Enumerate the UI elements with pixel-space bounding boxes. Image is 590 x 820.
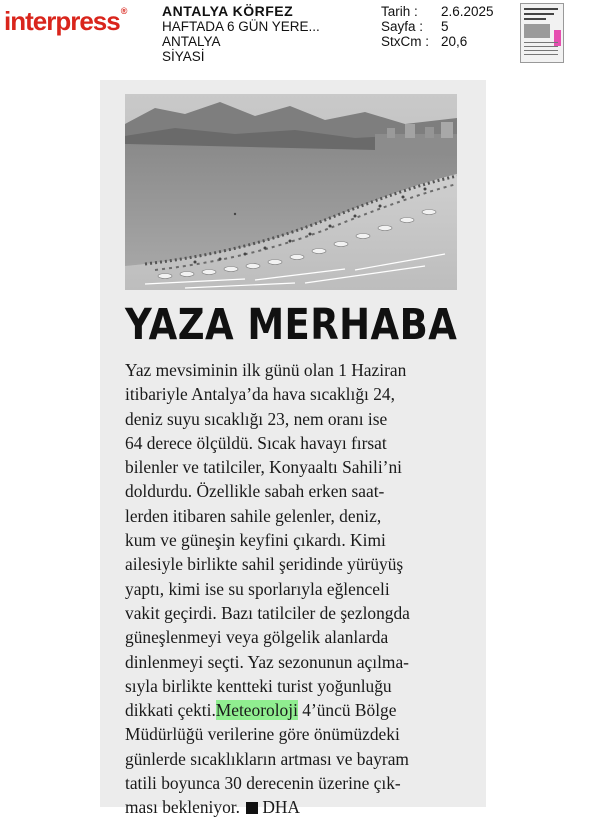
- body-line: dinlenmeyi seçti. Yaz sezonunun açılma-: [125, 651, 409, 672]
- stxcm-label: StxCm :: [381, 34, 430, 49]
- thumb-text-line: [524, 50, 558, 51]
- thumb-headline-line: [524, 13, 554, 15]
- newspaper-clip: [100, 80, 486, 818]
- thumb-headline-line: [524, 18, 546, 20]
- end-square-icon: [246, 802, 258, 814]
- beach-photo-graphic: [125, 94, 457, 290]
- stxcm-value: 20,6: [441, 34, 468, 49]
- logo-text: interpress: [4, 6, 120, 36]
- clip-meta-right: [381, 4, 494, 49]
- article-body: [125, 358, 465, 820]
- thumb-clip-marker: [554, 30, 561, 46]
- registered-mark: ®: [120, 6, 127, 16]
- body-line: Yaz mevsiminin ilk günü olan 1 Haziran: [125, 360, 407, 380]
- highlighted-keyword: Meteoroloji: [215, 700, 298, 721]
- body-line: 64 derece ölçüldü. Sıcak havayı fırsat: [125, 432, 387, 453]
- city: ANTALYA: [162, 34, 221, 49]
- body-last-line: [125, 795, 465, 819]
- page-row: [381, 19, 494, 34]
- interpress-logo: [4, 6, 126, 37]
- page-thumbnail[interactable]: [520, 3, 564, 63]
- line-after-highlight: 4’üncü Bölge: [297, 700, 397, 721]
- body-line: lerden itibaren sahile gelenler, deniz,: [125, 505, 382, 526]
- line-before-highlight: dikkati çekti.: [125, 700, 216, 721]
- thumb-image: [524, 24, 550, 38]
- body-line: kum ve güneşin keyfini çıkardı. Kimi: [125, 530, 386, 551]
- thumb-text-line: [524, 42, 558, 43]
- body-line: yaptı, kimi ise su sporlarıyla eğlenceli: [125, 578, 390, 599]
- body-line: Müdürlüğü verilerine göre önümüzdeki: [125, 724, 400, 745]
- publication-name: ANTALYA KÖRFEZ: [162, 3, 294, 19]
- body-line: itibariyle Antalya’da hava sıcaklığı 24,: [125, 384, 395, 405]
- date-label: Tarih :: [381, 4, 418, 19]
- body-line: günlerde sıcaklıkların artması ve bayram: [125, 748, 409, 769]
- last-line-text: ması bekleniyor.: [125, 797, 240, 818]
- clip-meta-left: [162, 4, 320, 64]
- body-line: güneşlenmeyi veya gölgelik alanlarda: [125, 627, 389, 648]
- body-line: ailesiyle birlikte sahil şeridinde yürüyüş: [125, 554, 404, 575]
- page-label: Sayfa :: [381, 19, 424, 34]
- article-headline: YAZA MERHABA: [125, 300, 458, 350]
- thumb-headline-line: [524, 8, 558, 10]
- body-line: sıyla birlikte kentteki turist yoğunluğu: [125, 675, 392, 696]
- article-title: HAFTADA 6 GÜN YERE...: [162, 19, 320, 34]
- body-line: deniz suyu sıcaklığı 23, nem oranı ise: [125, 408, 388, 429]
- body-line: bilenler ve tatilciler, Konyaaltı Sahili’ni: [125, 457, 402, 478]
- body-line: tatili boyunca 30 derecenin üzerine çık-: [125, 773, 401, 794]
- stxcm-row: [381, 34, 494, 49]
- body-line: vakit geçirdi. Bazı tatilciler de şezlongda: [125, 602, 410, 623]
- category: SİYASİ: [162, 49, 205, 64]
- thumb-text-line: [524, 46, 558, 47]
- date-row: [381, 4, 494, 19]
- thumb-text-line: [524, 54, 558, 55]
- beach-photo: [125, 94, 457, 290]
- body-line-highlight: [125, 698, 465, 722]
- body-line: doldurdu. Özellikle sabah erken saat-: [125, 481, 385, 502]
- date-value: 2.6.2025: [441, 4, 494, 19]
- agency-name: DHA: [262, 797, 300, 818]
- page-value: 5: [441, 19, 449, 34]
